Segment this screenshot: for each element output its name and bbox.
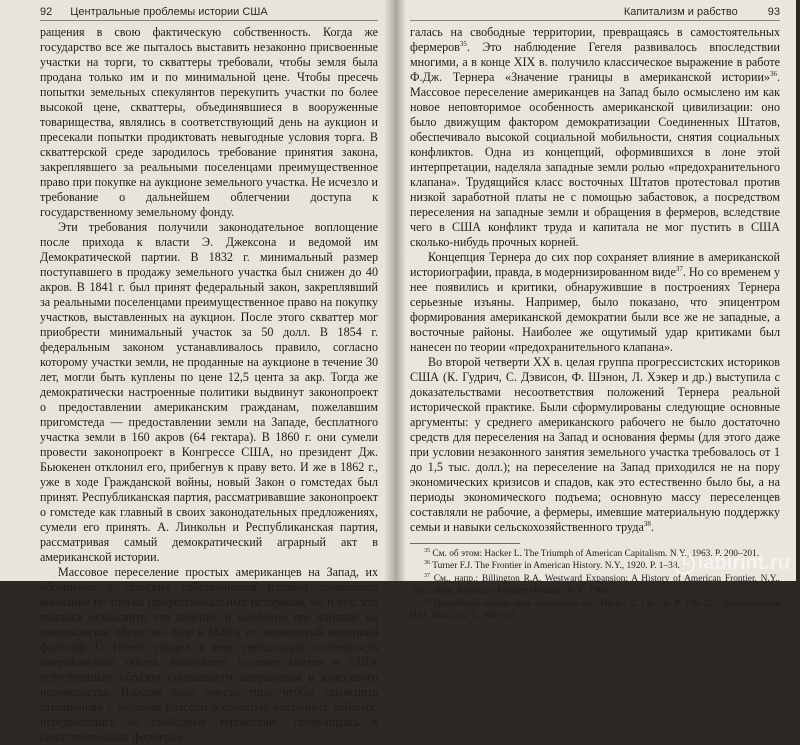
footnote-number: 38 (424, 597, 430, 604)
left-page (0, 0, 392, 744)
footnote-text: Turner F.J. The Frontier in American History. N.Y., 1920. P. 1–38. (432, 561, 680, 572)
left-page-number: 92 (40, 6, 53, 18)
footnote-text: См. об этом: Hacker L. The Triumph of American Capitalism. N.Y., 1963. P. 200–201. (432, 549, 760, 559)
footnote-ref-37: 37 (675, 264, 683, 273)
left-page-header (40, 6, 378, 21)
watermark-text: labirint.ru (697, 552, 790, 574)
right-page (392, 0, 796, 622)
watermark-logo (673, 552, 790, 575)
right-paragraph-3-text: Во второй четверти XX в. целая группа прогрессистских историков США (К. Гудрич, С. Дэвисон, Ф. Шэнон, Л. Хэкер и др.) выступила с доказательствами несоответствия положений Тернера реальной исторической практике. Были сформулированы следующие основные аргументы: у среднего американского рабочего не было достаточно средств для переселения на Запад и основания фермы (для этого даже при условии незаконного занятия земельного участка требовалось от 1 до 1,5 тыс. долл.); на переселение на Запад приходился не на пору экономических кризисов и спадов, как это естественно было бы, а на периоды экономического подъема; основную массу переселенцев составляли не рабочие, а фермеры, имевшие материальную поддержку семьи и навыки сельскохозяйственного труда (410, 355, 780, 534)
footnote (410, 598, 780, 623)
right-paragraph-3-text-b: . (650, 520, 654, 534)
right-paragraph-1-text-c: . Массовое переселение американцев на Запад было осмыслено им как новое неповторимое особенность американской цивилизации: оно было движущим фактором демократизации Соединенных Штатов, обеспечивало высокой социальной мобильности, снятия социальных конфликтов. Одна из концепций, оформившихся в лоне этой интерпретации, наделяла западные земли ролью «предохранительного клапана». Трудящийся класс восточных Штатов протестовал против низкой заработной платы не с помощью забастовок, а посредством переселения на западные земли и обращения в фермеров, вследствие чего в США конфликт труда и капитала не мог пустить в США сколько-нибудь прочных корней. (410, 70, 780, 249)
footnote-divider (410, 543, 520, 544)
left-page-text (40, 25, 378, 745)
footnote-number: 36 (424, 560, 430, 567)
footnote-text: Подробный анализ этих концепций см.: Hacker L. Op. cit. P. 198–217; Болховитинов Н.Н. Указ. соч. С. 308–317. (410, 598, 780, 622)
left-running-head: Центральные проблемы истории США (70, 6, 268, 18)
footnote-number: 37 (424, 572, 430, 579)
left-paragraph-3: Массовое переселение простых американцев на Запад, их обращение в сельских собственников издавна привлекало внимание не только профессиональных историков, но и тех, кто пытался осмыслить это явление и особенно его влияние на американское общество. Еще в 1820-х гг. знаменитый немецкий философ Г. Гегель увидел в нем уникальную особенность американского опыта, важнейшее условие снятия в США естественным образом социального напряжения и классового недовольства. Нижние слои вместо того, чтобы «выяснить отношения» с верхним классом в обжитых восточных районах, передвигались на свободные территории, превращаясь в самостоятельных фермеров (40, 565, 378, 744)
right-paragraph-1 (410, 25, 780, 250)
left-paragraph-2: Эти требования получили законодательное воплощение после прихода к власти Э. Джексона и ведомой им Демократической партии. В 1832 г. минимальный размер поступавшего в продажу земельного участка был снижен до 40 акров. В 1841 г. был принят федеральный закон, закреплявший за реальными поселенцами преимущественное право на покупку участков, выставленных на аукцион. После этого скваттер мог приобрести минимальный участок за 50 долл. В 1854 г. федеральным законом устанавливалось правило, согласно которому участки земли, не проданные на аукционе в течение 30 лет, могли быть куплены по цене 12,5 цента за акр. Тогда же демократически настроенные политики выдвинут законопроект о предоставлении американским гражданам, пожелавшим пригомстеда — предоставлении земли на Западе, бесплатного участка земли в 160 акров (64 гектара). В 1860 г. они сумели провести законопроект в Конгрессе США, но президент Дж. Бьюкенен отклонил его, прибегнув к праву вето. И же в 1862 г., уже в ходе Гражданской войны, новый Закон о гомстедах был принят. Республиканская партия, рассматривавшие законопроект о гомстеде как главный в своих законодательных предложениях, сумели его принять. А. Линкольн и Республиканская партия, рассматривая самый демократический аграрный акт в американской истории. (40, 220, 378, 564)
right-running-head: Капитализм и рабство (623, 6, 738, 18)
labirint-logo-icon (673, 553, 695, 575)
right-paragraph-2 (410, 250, 780, 355)
footnote-text: См., напр.: Billington R.A. Westward Expansion: A History of American Frontier. N.Y., 1967; idem. America’s Frontier Heritage. N.Y., 1966. (410, 573, 780, 597)
footnote-ref-35: 35 (459, 39, 467, 48)
right-page-header (410, 6, 780, 21)
right-paragraph-2-text: Концепция Тернера до сих пор сохраняет влияние в американской историографии, правда, в модернизированном виде (410, 250, 780, 279)
right-paragraph-1-text-b: . Это наблюдение Гегеля развивалось впоследствии многими, а в конце XIX в. получило классическое выражение в работе Ф.Дж. Тернера «Значение границы в американской истории» (410, 40, 780, 84)
footnote-ref-36: 36 (769, 69, 777, 78)
footnote-number: 35 (424, 547, 430, 554)
book-gutter-shadow (384, 0, 406, 581)
left-paragraph-1: ращения в свою фактическую собственность. Когда же государство все же пыталось выставить незаконно присвоенные участки на торги, то скваттеры требовали, чтобы земля была продана только им и по минимальной цене. Чтобы пресечь попытки земельных спекулянтов перекупить участки по более высокой цене, скваттеры, объединявшиеся в вооруженные товарищества, являлись в соответствующий день на аукцион и пресекали попытки продиктовать невыгодные условия торга. В скваттерской среде зародилось требование принятия закона, закреплявшего за реальными поселенцами преимущественное право при покупке на аукционе земельного участка. Не исчезло и требование о дальнейшем облегчении доступа к государственному земельному фонду. (40, 25, 378, 219)
footnote-ref-38: 38 (643, 519, 651, 528)
right-paragraph-1-text: галась на свободные территории, превращаясь в самостоятельных фермеров (410, 25, 780, 54)
right-paragraph-2-text-b: . Но со временем у нее появились и критики, обнаружившие в построениях Тернера серьезные изъяны. Например, было показано, что эпицентром формирования американской демократии были все же не западные, а восточные районы. Наиболее же ощутимый удар критиками был нанесен по теории «предохранительного клапана». (410, 265, 780, 354)
right-page-number: 93 (767, 6, 780, 18)
right-page-text (410, 25, 780, 535)
footnote (410, 573, 780, 598)
right-paragraph-3 (410, 355, 780, 535)
